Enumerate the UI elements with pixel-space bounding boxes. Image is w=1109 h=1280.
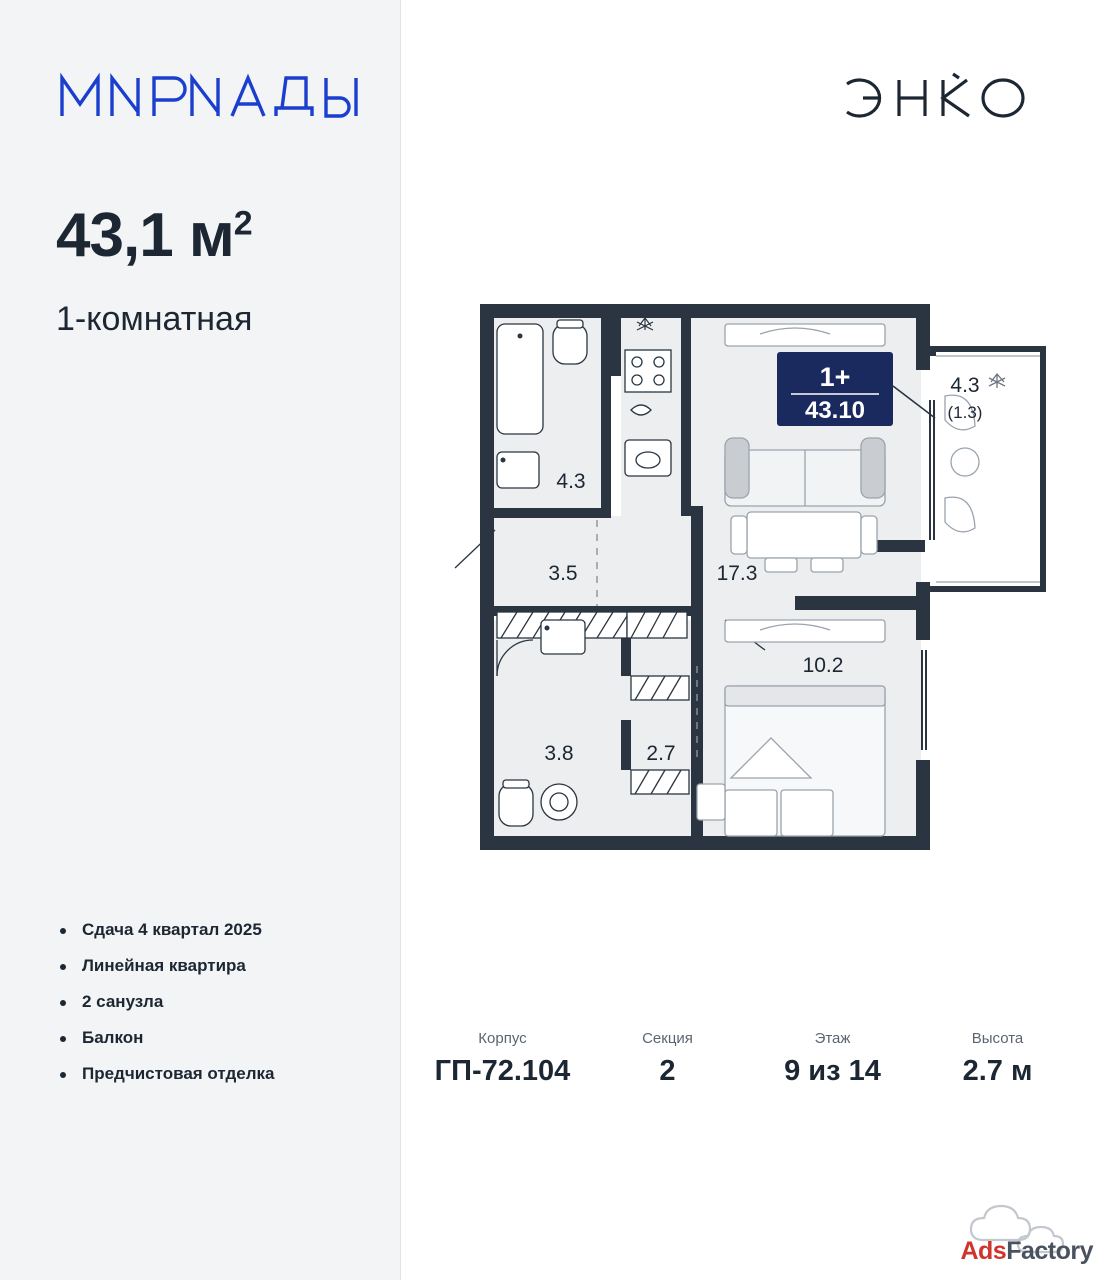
room-label-balcony-adjusted: (1.3) xyxy=(947,403,983,422)
list-item xyxy=(60,956,380,976)
list-item xyxy=(60,1064,380,1084)
room-label-bath-small: 4.3 xyxy=(556,470,586,493)
feature-text: 2 санузла xyxy=(82,992,164,1011)
feature-text: Сдача 4 квартал 2025 xyxy=(82,920,262,939)
features-list xyxy=(60,920,380,1100)
room-label-wardrobe: 2.7 xyxy=(646,742,676,765)
list-item xyxy=(60,992,380,1012)
bullet-icon xyxy=(60,1036,66,1042)
area-number: 43,1 xyxy=(56,201,173,270)
spec-building xyxy=(420,1030,585,1088)
svg-text:1+: 1+ xyxy=(819,362,851,392)
spec-value: 9 из 14 xyxy=(784,1055,881,1087)
room-label-hall: 3.5 xyxy=(548,562,578,585)
spec-label: Секция xyxy=(642,1030,693,1047)
bullet-icon xyxy=(60,928,66,934)
spec-label: Корпус xyxy=(478,1030,527,1047)
spec-value: 2 xyxy=(659,1055,676,1087)
floorplan-area xyxy=(400,0,1109,1280)
spec-section xyxy=(585,1030,750,1088)
spec-value: ГП-72.104 xyxy=(434,1055,571,1087)
specs-row xyxy=(420,1030,1080,1088)
brand-logo xyxy=(56,68,386,124)
page-title-area xyxy=(56,201,252,270)
floorplan-drawing xyxy=(425,290,1085,875)
spec-label: Этаж xyxy=(814,1030,851,1047)
left-info-panel xyxy=(0,0,401,1280)
bullet-icon xyxy=(60,1000,66,1006)
list-item xyxy=(60,920,380,940)
feature-text: Балкон xyxy=(82,1028,144,1047)
area-badge xyxy=(777,352,893,426)
room-label-kitchen-living: 17.3 xyxy=(716,562,758,585)
spec-floor xyxy=(750,1030,915,1088)
room-label-bedroom: 10.2 xyxy=(802,654,844,677)
bullet-icon xyxy=(60,964,66,970)
watermark-suffix: Factory xyxy=(1006,1237,1093,1265)
feature-text: Предчистовая отделка xyxy=(82,1064,275,1083)
spec-value: 2.7 м xyxy=(962,1055,1033,1087)
rooms-count-label: 1-комнатная xyxy=(56,300,253,338)
area-unit-exponent: 2 xyxy=(233,204,252,243)
room-label-bathroom: 3.8 xyxy=(544,742,574,765)
room-label-balcony: 4.3 xyxy=(950,374,980,397)
feature-text: Линейная квартира xyxy=(82,956,246,975)
spec-height xyxy=(915,1030,1080,1088)
bullet-icon xyxy=(60,1072,66,1078)
watermark-label xyxy=(960,1237,1093,1266)
list-item xyxy=(60,1028,380,1048)
watermark-prefix: Ads xyxy=(960,1237,1007,1265)
spec-label: Высота xyxy=(971,1030,1024,1047)
svg-text:43.10: 43.10 xyxy=(804,397,866,424)
area-unit: м xyxy=(188,201,234,270)
